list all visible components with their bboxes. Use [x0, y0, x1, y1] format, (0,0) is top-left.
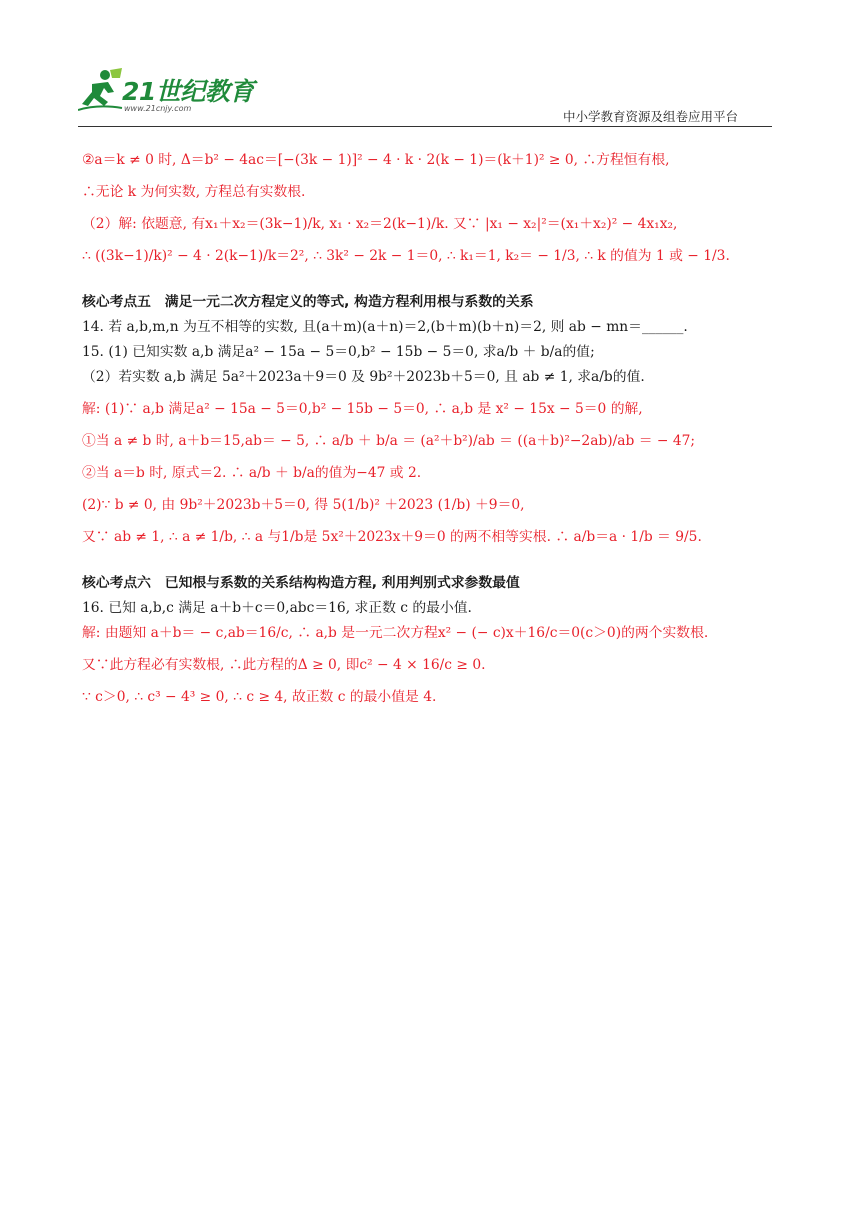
answer-line: ∴无论 k 为何实数, 方程总有实数根. [82, 184, 306, 200]
runner-icon [78, 68, 124, 112]
question-14: 14. 若 a,b,m,n 为互不相等的实数, 且(a＋m)(a＋n)＝2,(b＋m)(b＋n)＝2, 则 ab − mn＝______. [82, 319, 688, 335]
header-divider [78, 126, 772, 127]
answer-line: ∵ c＞0, ∴ c³ − 4³ ≥ 0, ∴ c ≥ 4, 故正数 c 的最小值是 4. [82, 689, 437, 705]
logo [78, 68, 258, 120]
answer-line: ∴ ((3k−1)/k)² − 4 · 2(k−1)/k＝2², ∴ 3k² − 2k − 1＝0, ∴ k₁＝1, k₂＝ − 1/3, ∴ k 的值为 1 或 − 1/3. [82, 248, 730, 264]
answer-line: ②当 a＝b 时, 原式＝2. ∴ a/b ＋ b/a的值为−47 或 2. [82, 465, 422, 481]
answer-line: ①当 a ≠ b 时, a＋b＝15,ab＝ − 5, ∴ a/b ＋ b/a ＝ (a²＋b²)/ab ＝ ((a＋b)²−2ab)/ab ＝ − 47; [82, 433, 696, 449]
section-heading: 核心考点六 已知根与系数的关系结构构造方程, 利用判别式求参数最值 [82, 575, 520, 591]
platform-title: 中小学教育资源及组卷应用平台 [562, 109, 738, 124]
question-16: 16. 已知 a,b,c 满足 a＋b＋c＝0,abc＝16, 求正数 c 的最小值. [82, 600, 472, 616]
document-body [82, 150, 782, 719]
answer-line: (2)∵ b ≠ 0, 由 9b²＋2023b＋5＝0, 得 5(1/b)² ＋2023 (1/b) ＋9＝0, [82, 497, 525, 513]
question-15-part2: （2）若实数 a,b 满足 5a²＋2023a＋9＝0 及 9b²＋2023b＋5＝0, 且 ab ≠ 1, 求a/b的值. [82, 369, 645, 385]
answer-line: 又∵此方程必有实数根, ∴此方程的Δ ≥ 0, 即c² − 4 × 16/c ≥ 0. [82, 657, 486, 673]
page-header [0, 0, 860, 130]
answer-line: ②a＝k ≠ 0 时, Δ＝b² − 4ac＝[−(3k − 1)]² − 4 · k · 2(k − 1)＝(k＋1)² ≥ 0, ∴方程恒有根, [82, 152, 670, 168]
answer-line: 解: 由题知 a＋b＝ − c,ab＝16/c, ∴ a,b 是一元二次方程x² − (− c)x＋16/c＝0(c＞0)的两个实数根. [82, 625, 709, 641]
question-15-part1: 15. (1) 已知实数 a,b 满足a² − 15a − 5＝0,b² − 15b − 5＝0, 求a/b ＋ b/a的值; [82, 344, 595, 360]
answer-line: 解: (1)∵ a,b 满足a² − 15a − 5＝0,b² − 15b − 5＝0, ∴ a,b 是 x² − 15x − 5＝0 的解, [82, 401, 643, 417]
logo-url: www.21cnjy.com [124, 104, 192, 113]
answer-line: 又∵ ab ≠ 1, ∴ a ≠ 1/b, ∴ a 与1/b是 5x²＋2023x＋9＝0 的两不相等实根. ∴ a/b＝a · 1/b ＝ 9/5. [82, 529, 702, 545]
answer-line: （2）解: 依题意, 有x₁＋x₂＝(3k−1)/k, x₁ · x₂＝2(k−1)/k. 又∵ |x₁ − x₂|²＝(x₁＋x₂)² − 4x₁x₂, [82, 216, 678, 232]
section-heading: 核心考点五 满足一元二次方程定义的等式, 构造方程利用根与系数的关系 [82, 294, 534, 310]
logo-text: 21世纪教育 [122, 77, 254, 106]
